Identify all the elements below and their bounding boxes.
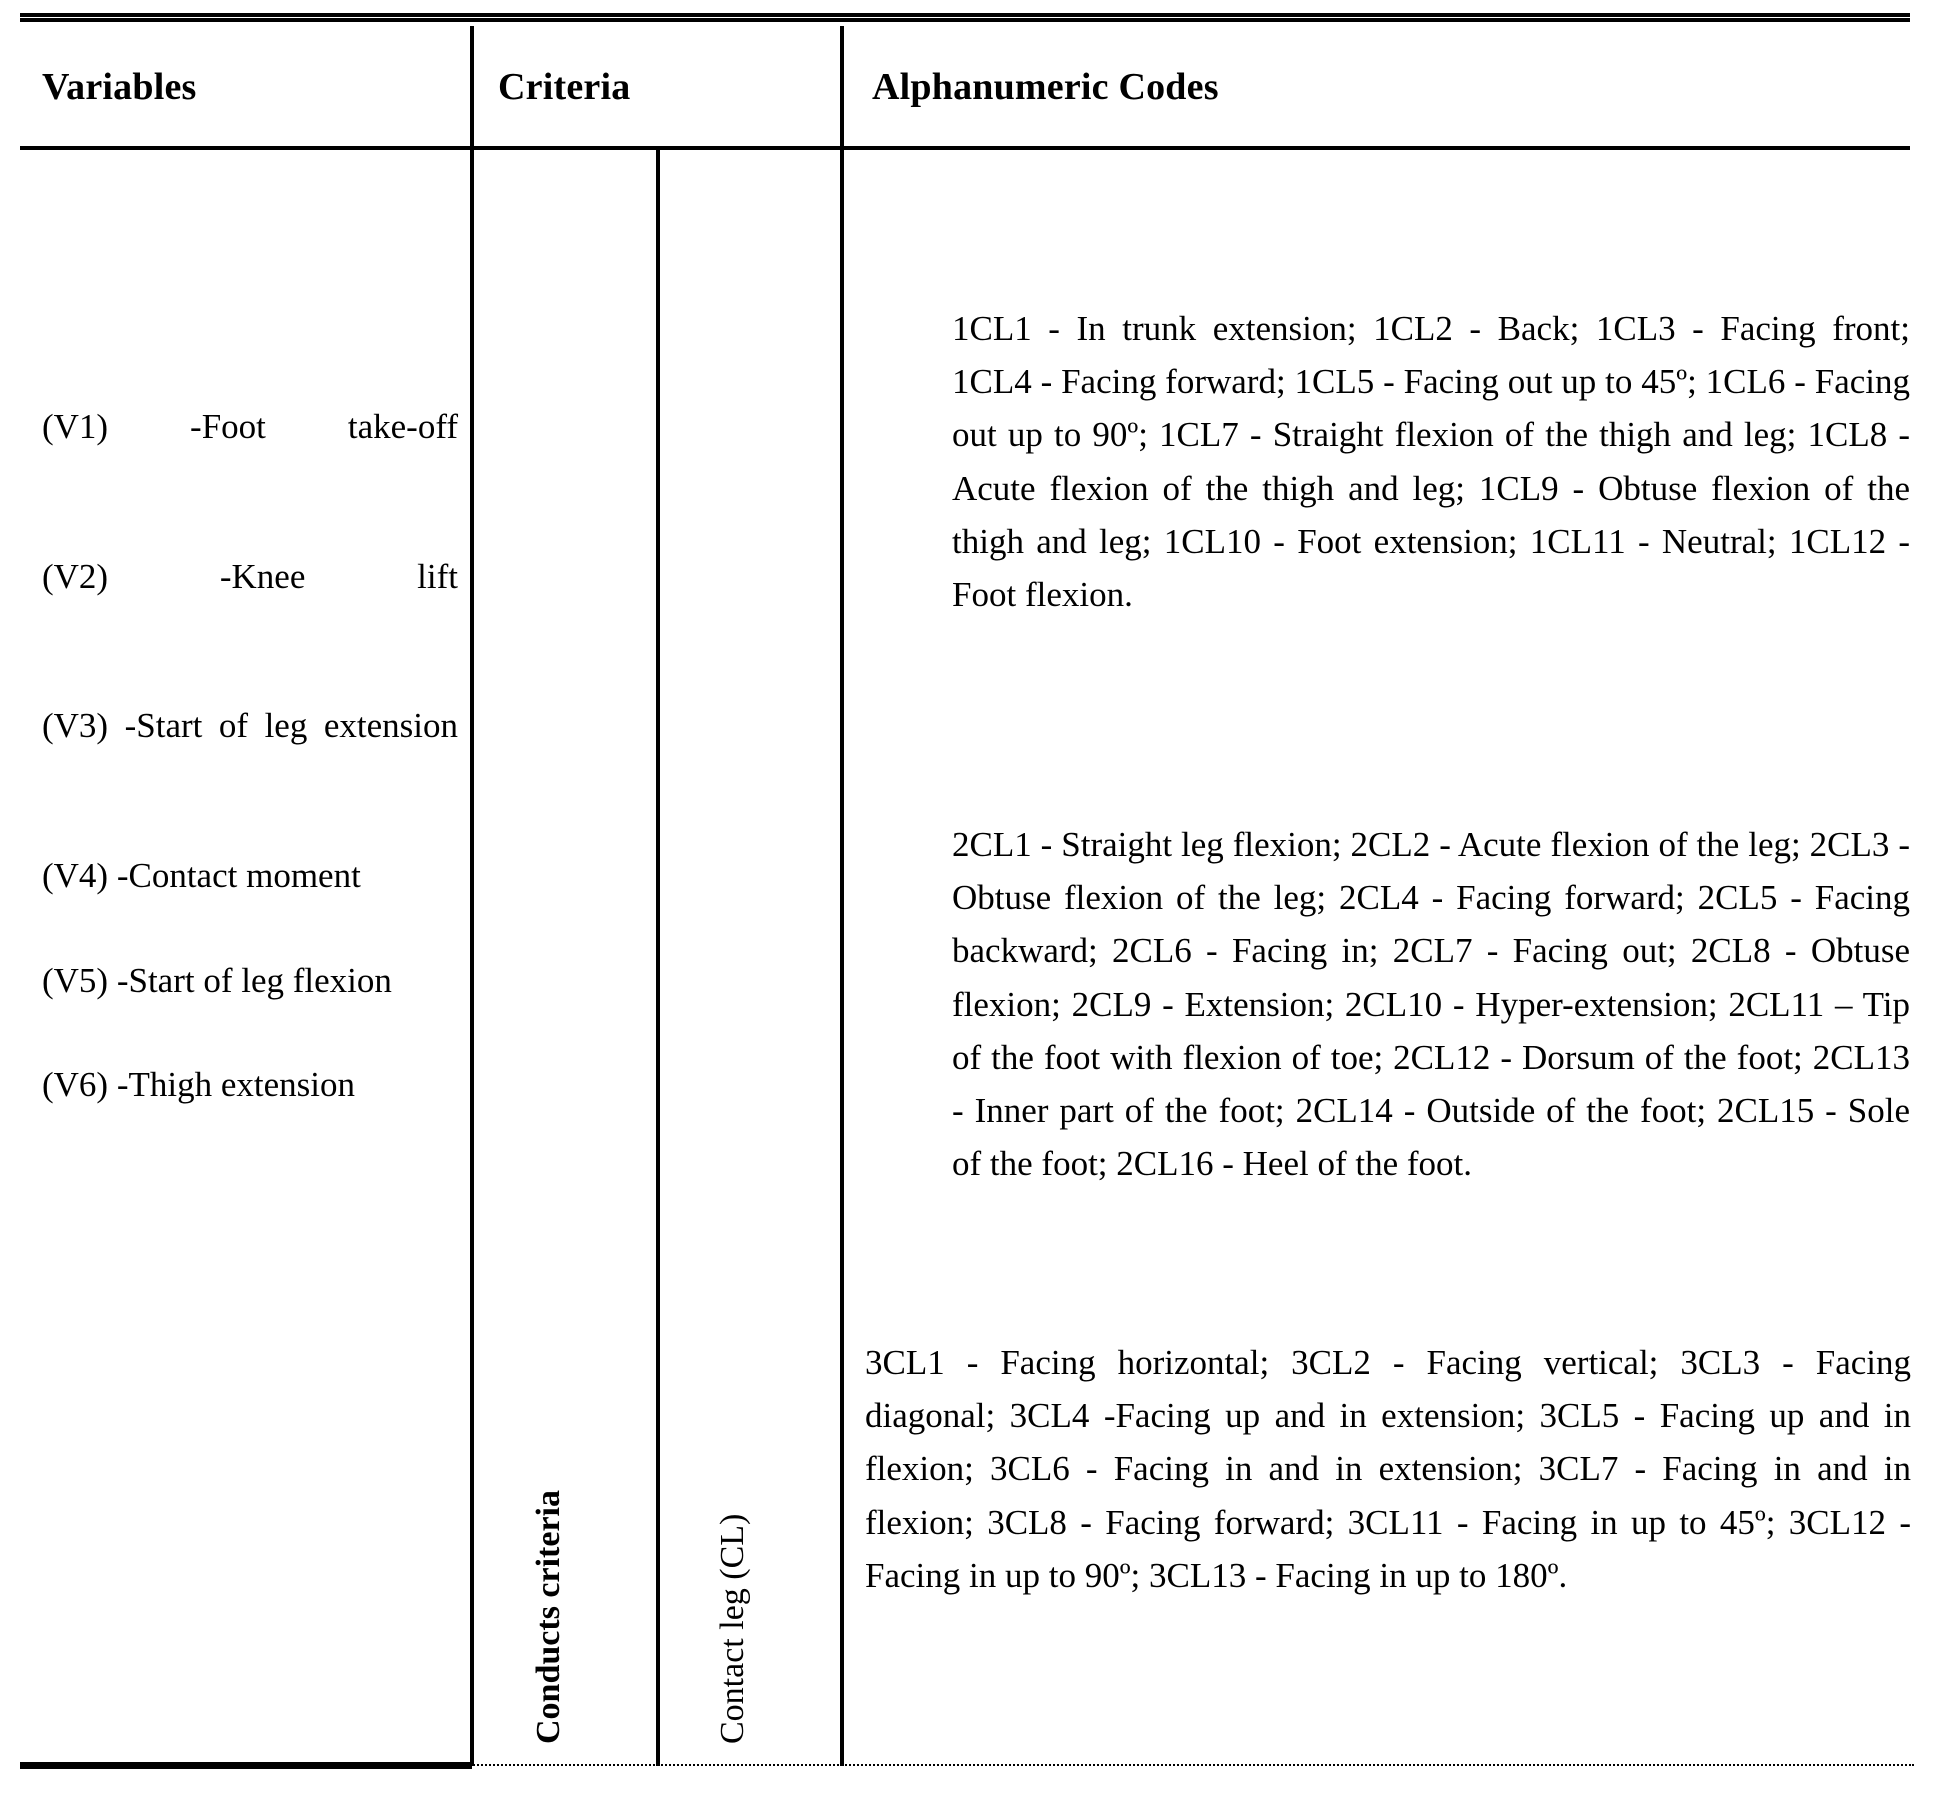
variable-item-v2: (V2) -Knee lift bbox=[42, 556, 458, 596]
variables-column bbox=[42, 405, 458, 1108]
column-header-criteria: Criteria bbox=[498, 66, 631, 108]
code-block-3cl: 3CL1 - Facing horizontal; 3CL2 - Facing vertical; 3CL3 - Facing diagonal; 3CL4 -Facing up and in extension; 3CL5 - Facing up and in flexion; 3CL6 - Facing in and in extension; 3CL7 - Facing in and in flexion; 3CL8 - Facing forward; 3CL11 - Facing in up to 45º; 3CL12 - Facing in up to 90º; 3CL13 - Facing in up to 180º. bbox=[865, 1343, 1911, 1595]
alphanumeric-codes-column bbox=[840, 150, 1934, 1764]
rotated-label-conducts-criteria: Conducts criteria bbox=[530, 1489, 567, 1744]
table-bottom-rule-dotted bbox=[470, 1764, 1914, 1766]
variable-item-v3: (V3) -Start of leg extension bbox=[42, 706, 458, 746]
table-bottom-rule-solid bbox=[20, 1762, 472, 1769]
variable-item-v5: (V5) -Start of leg flexion bbox=[42, 960, 392, 1000]
code-block-2cl: 2CL1 - Straight leg flexion; 2CL2 - Acute flexion of the leg; 2CL3 - Obtuse flexion of the leg; 2CL4 - Facing forward; 2CL5 - Facing backward; 2CL6 - Facing in; 2CL7 - Facing out; 2CL8 - Obtuse flexion; 2CL9 - Extension; 2CL10 - Hyper-extension; 2CL11 – Tip of the foot with flexion of toe; 2CL12 - Dorsum of the foot; 2CL13 - Inner part of the foot; 2CL14 - Outside of the foot; 2CL15 - Sole of the foot; 2CL16 - Heel of the foot. bbox=[952, 825, 1910, 1184]
table-top-double-rule bbox=[20, 13, 1910, 22]
column-header-variables: Variables bbox=[42, 66, 197, 108]
column-header-alphanumeric-codes: Alphanumeric Codes bbox=[872, 66, 1219, 108]
variable-item-v4: (V4) -Contact moment bbox=[42, 855, 361, 895]
table-header-row bbox=[0, 26, 1934, 148]
code-block-1cl: 1CL1 - In trunk extension; 1CL2 - Back; 1CL3 - Facing front; 1CL4 - Facing forward; 1CL5 - Facing out up to 45º; 1CL6 - Facing out up to 90º; 1CL7 - Straight flexion of the thigh and leg; 1CL8 - Acute flexion of the thigh and leg; 1CL9 - Obtuse flexion of the thigh and leg; 1CL10 - Foot extension; 1CL11 - Neutral; 1CL12 - Foot flexion. bbox=[952, 309, 1910, 614]
rotated-label-contact-leg: Contact leg (CL) bbox=[714, 1513, 751, 1744]
divider-variables-criteria bbox=[470, 26, 474, 1766]
variable-item-v6: (V6) -Thigh extension bbox=[42, 1065, 355, 1105]
divider-conducts-contactleg bbox=[656, 150, 660, 1766]
variable-item-v1: (V1) -Foot take-off bbox=[42, 407, 458, 446]
